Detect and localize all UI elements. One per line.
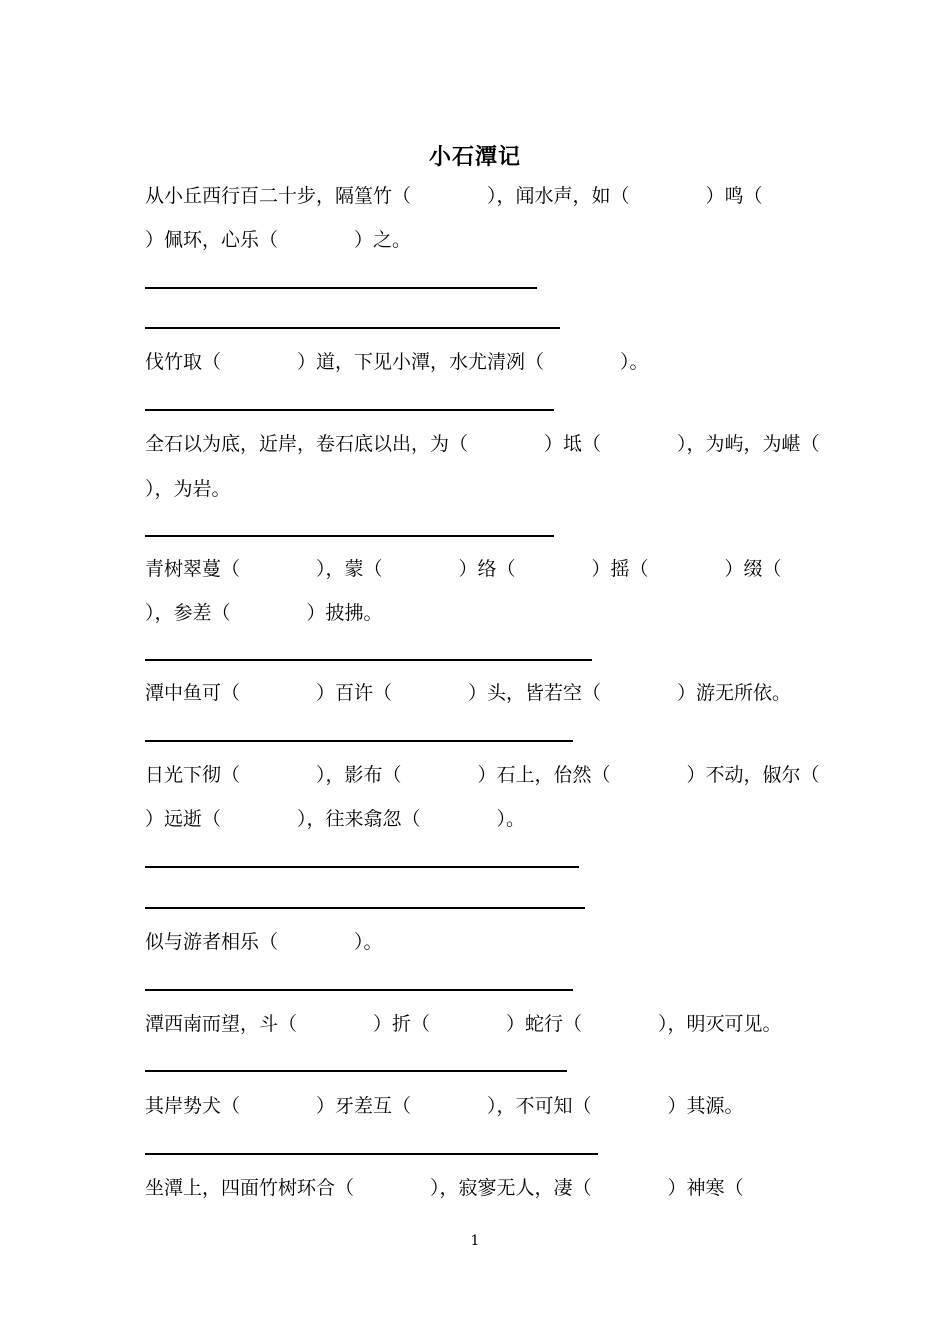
text-line: 潭西南而望，斗（ ）折（ ）蛇行（ ），明灭可见。 xyxy=(145,1013,782,1035)
text-line: 似与游者相乐（ ）。 xyxy=(145,931,383,953)
answer-line xyxy=(145,866,579,868)
text-line: 全石以为底，近岸，卷石底以出，为（ ）坻（ ），为屿，为嵁（ xyxy=(145,433,820,455)
answer-line xyxy=(145,327,560,329)
text-line: ），参差（ ）披拂。 xyxy=(145,602,383,624)
text-line: 青树翠蔓（ ），蒙（ ）络（ ）摇（ ）缀（ xyxy=(145,558,782,580)
text-line: 潭中鱼可（ ）百许（ ）头，皆若空（ ）游无所依。 xyxy=(145,682,792,704)
text-line: 伐竹取（ ）道，下见小潭，水尤清冽（ ）。 xyxy=(145,351,649,373)
answer-line xyxy=(145,989,573,991)
text-line: 从小丘西行百二十步，隔篁竹（ ），闻水声，如（ ）鸣（ xyxy=(145,185,763,207)
text-line: 其岸势犬（ ）牙差互（ ），不可知（ ）其源。 xyxy=(145,1095,744,1117)
text-line: 坐潭上，四面竹树环合（ ），寂寥无人，凄（ ）神寒（ xyxy=(145,1177,744,1199)
answer-line xyxy=(145,535,554,537)
answer-line xyxy=(145,659,592,661)
answer-line xyxy=(145,1070,567,1072)
answer-line xyxy=(145,1153,598,1155)
answer-line xyxy=(145,287,537,289)
page-number: 1 xyxy=(470,1233,480,1249)
text-line: ），为岩。 xyxy=(145,478,231,500)
answer-line xyxy=(145,907,585,909)
page-title: 小石潭记 xyxy=(428,144,521,170)
text-line: ）佩环，心乐（ ）之。 xyxy=(145,229,412,251)
answer-line xyxy=(145,740,573,742)
answer-line xyxy=(145,409,554,411)
text-line: ）远逝（ ），往来翕忽（ ）。 xyxy=(145,808,526,830)
text-line: 日光下彻（ ），影布（ ）石上，佁然（ ）不动，俶尔（ xyxy=(145,764,820,786)
